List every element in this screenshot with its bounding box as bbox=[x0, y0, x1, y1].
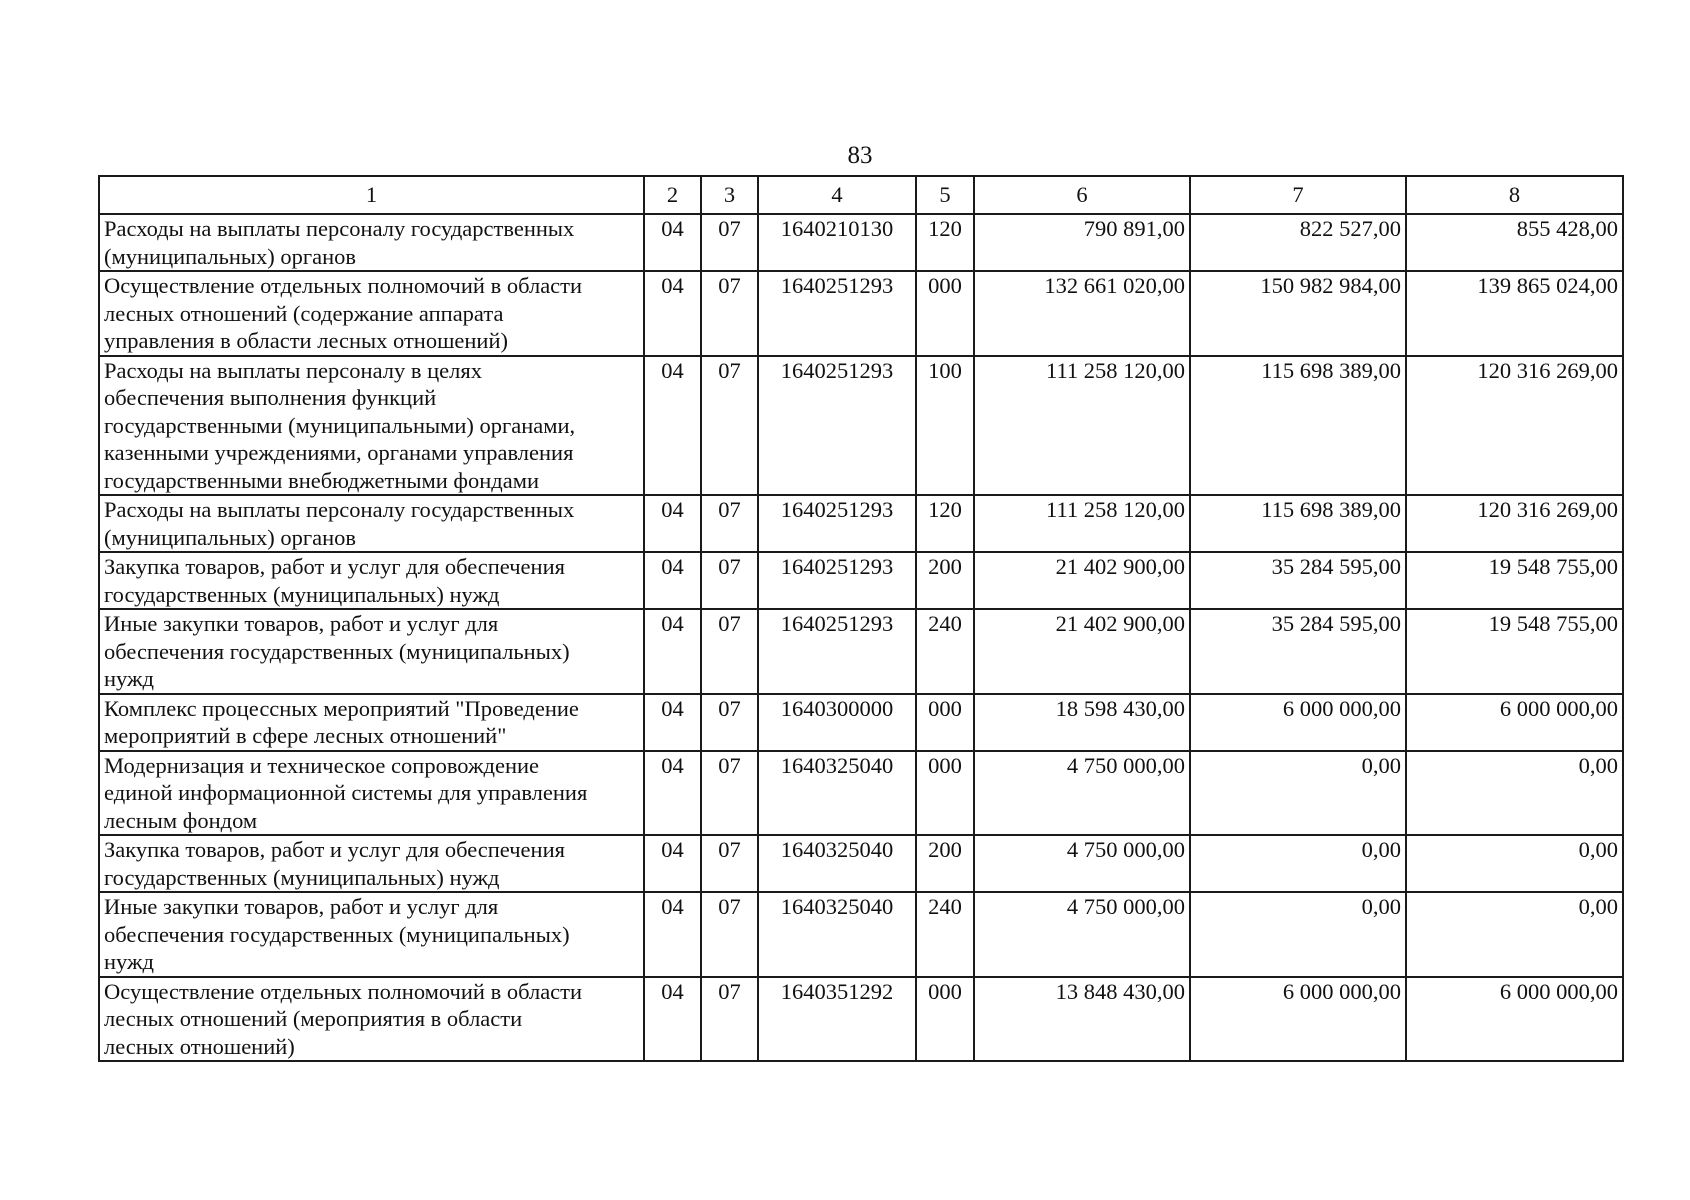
target-article-code-cell: 1640300000 bbox=[758, 694, 916, 751]
expense-name-line: Расходы на выплаты персоналу государственных bbox=[104, 497, 575, 522]
expense-type-code-cell: 240 bbox=[916, 609, 974, 694]
expense-name-line: нужд bbox=[104, 666, 154, 691]
expense-name-cell bbox=[99, 552, 644, 609]
section-code-cell: 04 bbox=[644, 356, 701, 496]
section-code-cell: 04 bbox=[644, 694, 701, 751]
header-cell-col-8: 8 bbox=[1406, 176, 1623, 214]
expense-name-line: обеспечения государственных (муниципальных) bbox=[104, 921, 570, 947]
subsection-code-cell: 07 bbox=[701, 271, 758, 356]
amount-col-7-cell: 0,00 bbox=[1190, 751, 1406, 836]
expense-name-cell bbox=[99, 271, 644, 356]
expense-name-line: лесных отношений) bbox=[104, 1033, 295, 1059]
amount-col-7-cell: 0,00 bbox=[1190, 835, 1406, 892]
expense-name-cell bbox=[99, 214, 644, 271]
header-cell-col-6: 6 bbox=[974, 176, 1190, 214]
expense-name-line: Закупка товаров, работ и услуг для обеспечения bbox=[104, 554, 565, 579]
expense-type-code-cell: 000 bbox=[916, 977, 974, 1062]
expense-name-line: лесным фондом bbox=[104, 807, 258, 833]
expense-name-line: государственных (муниципальных) нужд bbox=[104, 581, 500, 607]
expense-name-line: обеспечения государственных (муниципальных) bbox=[104, 638, 570, 664]
expense-name-line: Модернизация и техническое сопровождение bbox=[104, 752, 540, 778]
expense-name-cell bbox=[99, 694, 644, 751]
expense-name-line: Комплекс процессных мероприятий "Проведение bbox=[104, 695, 579, 721]
target-article-code-cell: 1640251293 bbox=[758, 356, 916, 496]
target-article-code-cell: 1640251293 bbox=[758, 552, 916, 609]
amount-col-8-cell: 139 865 024,00 bbox=[1406, 271, 1623, 356]
amount-col-6-cell: 790 891,00 bbox=[974, 214, 1190, 271]
expense-type-code-cell: 200 bbox=[916, 552, 974, 609]
table-body bbox=[99, 214, 1623, 1061]
expense-name-line: государственными (муниципальными) органами, bbox=[104, 412, 576, 438]
subsection-code-cell: 07 bbox=[701, 609, 758, 694]
amount-col-6-cell: 132 661 020,00 bbox=[974, 271, 1190, 356]
subsection-code-cell: 07 bbox=[701, 214, 758, 271]
page-number: 83 bbox=[847, 142, 873, 169]
expense-name-cell bbox=[99, 977, 644, 1062]
expense-type-code-cell: 000 bbox=[916, 271, 974, 356]
amount-col-7-cell: 6 000 000,00 bbox=[1190, 694, 1406, 751]
subsection-code-cell: 07 bbox=[701, 892, 758, 977]
expense-name-line: Осуществление отдельных полномочий в области bbox=[104, 978, 583, 1004]
table-row bbox=[99, 694, 1623, 751]
table-row bbox=[99, 271, 1623, 356]
expense-name-cell bbox=[99, 751, 644, 836]
header-cell-col-3: 3 bbox=[701, 176, 758, 214]
amount-col-8-cell: 855 428,00 bbox=[1406, 214, 1623, 271]
amount-col-7-cell: 115 698 389,00 bbox=[1190, 356, 1406, 496]
header-cell-col-5: 5 bbox=[916, 176, 974, 214]
amount-col-6-cell: 18 598 430,00 bbox=[974, 694, 1190, 751]
expense-name-line: лесных отношений (содержание аппарата bbox=[104, 300, 504, 326]
header-row bbox=[99, 176, 1623, 214]
amount-col-6-cell: 4 750 000,00 bbox=[974, 751, 1190, 836]
target-article-code-cell: 1640210130 bbox=[758, 214, 916, 271]
budget-table bbox=[98, 175, 1624, 1062]
section-code-cell: 04 bbox=[644, 977, 701, 1062]
amount-col-8-cell: 6 000 000,00 bbox=[1406, 977, 1623, 1062]
expense-name-line: Иные закупки товаров, работ и услуг для bbox=[104, 611, 499, 636]
expense-name-line: Осуществление отдельных полномочий в области bbox=[104, 273, 583, 298]
table-row bbox=[99, 214, 1623, 271]
table-row bbox=[99, 835, 1623, 892]
amount-col-6-cell: 21 402 900,00 bbox=[974, 552, 1190, 609]
expense-name-line: обеспечения выполнения функций bbox=[104, 385, 437, 410]
target-article-code-cell: 1640325040 bbox=[758, 892, 916, 977]
table-row bbox=[99, 977, 1623, 1062]
amount-col-8-cell: 120 316 269,00 bbox=[1406, 495, 1623, 552]
amount-col-8-cell: 6 000 000,00 bbox=[1406, 694, 1623, 751]
expense-name-line: нужд bbox=[104, 949, 154, 974]
subsection-code-cell: 07 bbox=[701, 977, 758, 1062]
header-cell-col-2: 2 bbox=[644, 176, 701, 214]
expense-name-line: лесных отношений (мероприятия в области bbox=[104, 1006, 523, 1031]
section-code-cell: 04 bbox=[644, 835, 701, 892]
expense-name-cell bbox=[99, 835, 644, 892]
table-row bbox=[99, 892, 1623, 977]
expense-name-line: (муниципальных) органов bbox=[104, 524, 357, 550]
expense-type-code-cell: 000 bbox=[916, 751, 974, 836]
expense-name-line: Закупка товаров, работ и услуг для обеспечения bbox=[104, 837, 565, 862]
expense-name-cell bbox=[99, 495, 644, 552]
expense-type-code-cell: 120 bbox=[916, 495, 974, 552]
subsection-code-cell: 07 bbox=[701, 356, 758, 496]
amount-col-8-cell: 19 548 755,00 bbox=[1406, 609, 1623, 694]
amount-col-7-cell: 6 000 000,00 bbox=[1190, 977, 1406, 1062]
header-cell-col-1: 1 bbox=[99, 176, 644, 214]
target-article-code-cell: 1640325040 bbox=[758, 751, 916, 836]
target-article-code-cell: 1640251293 bbox=[758, 609, 916, 694]
subsection-code-cell: 07 bbox=[701, 694, 758, 751]
amount-col-6-cell: 13 848 430,00 bbox=[974, 977, 1190, 1062]
expense-name-line: Расходы на выплаты персоналу государственных bbox=[104, 216, 575, 241]
section-code-cell: 04 bbox=[644, 271, 701, 356]
header-cell-col-7: 7 bbox=[1190, 176, 1406, 214]
amount-col-8-cell: 0,00 bbox=[1406, 835, 1623, 892]
expense-name-line: казенными учреждениями, органами управления bbox=[104, 440, 574, 465]
amount-col-7-cell: 35 284 595,00 bbox=[1190, 609, 1406, 694]
table-row bbox=[99, 552, 1623, 609]
amount-col-6-cell: 111 258 120,00 bbox=[974, 356, 1190, 496]
table-row bbox=[99, 356, 1623, 496]
table-row bbox=[99, 495, 1623, 552]
expense-name-line: управления в области лесных отношений) bbox=[104, 328, 509, 353]
expense-type-code-cell: 240 bbox=[916, 892, 974, 977]
target-article-code-cell: 1640251293 bbox=[758, 495, 916, 552]
expense-name-line: Расходы на выплаты персоналу в целях bbox=[104, 357, 482, 383]
table-row bbox=[99, 609, 1623, 694]
expense-name-line: мероприятий в сфере лесных отношений" bbox=[104, 723, 507, 748]
expense-name-line: Иные закупки товаров, работ и услуг для bbox=[104, 894, 499, 919]
amount-col-8-cell: 19 548 755,00 bbox=[1406, 552, 1623, 609]
amount-col-8-cell: 0,00 bbox=[1406, 892, 1623, 977]
subsection-code-cell: 07 bbox=[701, 835, 758, 892]
amount-col-7-cell: 115 698 389,00 bbox=[1190, 495, 1406, 552]
amount-col-7-cell: 822 527,00 bbox=[1190, 214, 1406, 271]
expense-type-code-cell: 200 bbox=[916, 835, 974, 892]
subsection-code-cell: 07 bbox=[701, 751, 758, 836]
section-code-cell: 04 bbox=[644, 552, 701, 609]
amount-col-6-cell: 21 402 900,00 bbox=[974, 609, 1190, 694]
header-cell-col-4: 4 bbox=[758, 176, 916, 214]
section-code-cell: 04 bbox=[644, 495, 701, 552]
section-code-cell: 04 bbox=[644, 609, 701, 694]
target-article-code-cell: 1640351292 bbox=[758, 977, 916, 1062]
amount-col-7-cell: 0,00 bbox=[1190, 892, 1406, 977]
amount-col-6-cell: 111 258 120,00 bbox=[974, 495, 1190, 552]
expense-name-cell bbox=[99, 892, 644, 977]
amount-col-6-cell: 4 750 000,00 bbox=[974, 835, 1190, 892]
amount-col-7-cell: 35 284 595,00 bbox=[1190, 552, 1406, 609]
amount-col-8-cell: 0,00 bbox=[1406, 751, 1623, 836]
expense-name-line: единой информационной системы для управления bbox=[104, 780, 588, 805]
amount-col-6-cell: 4 750 000,00 bbox=[974, 892, 1190, 977]
subsection-code-cell: 07 bbox=[701, 552, 758, 609]
amount-col-7-cell: 150 982 984,00 bbox=[1190, 271, 1406, 356]
expense-type-code-cell: 000 bbox=[916, 694, 974, 751]
section-code-cell: 04 bbox=[644, 751, 701, 836]
section-code-cell: 04 bbox=[644, 214, 701, 271]
subsection-code-cell: 07 bbox=[701, 495, 758, 552]
expense-name-line: государственных (муниципальных) нужд bbox=[104, 864, 500, 890]
expense-type-code-cell: 100 bbox=[916, 356, 974, 496]
expense-type-code-cell: 120 bbox=[916, 214, 974, 271]
expense-name-line: (муниципальных) органов bbox=[104, 243, 357, 269]
expense-name-cell bbox=[99, 356, 644, 496]
target-article-code-cell: 1640325040 bbox=[758, 835, 916, 892]
amount-col-8-cell: 120 316 269,00 bbox=[1406, 356, 1623, 496]
table-row bbox=[99, 751, 1623, 836]
section-code-cell: 04 bbox=[644, 892, 701, 977]
target-article-code-cell: 1640251293 bbox=[758, 271, 916, 356]
expense-name-cell bbox=[99, 609, 644, 694]
expense-name-line: государственными внебюджетными фондами bbox=[104, 467, 540, 493]
